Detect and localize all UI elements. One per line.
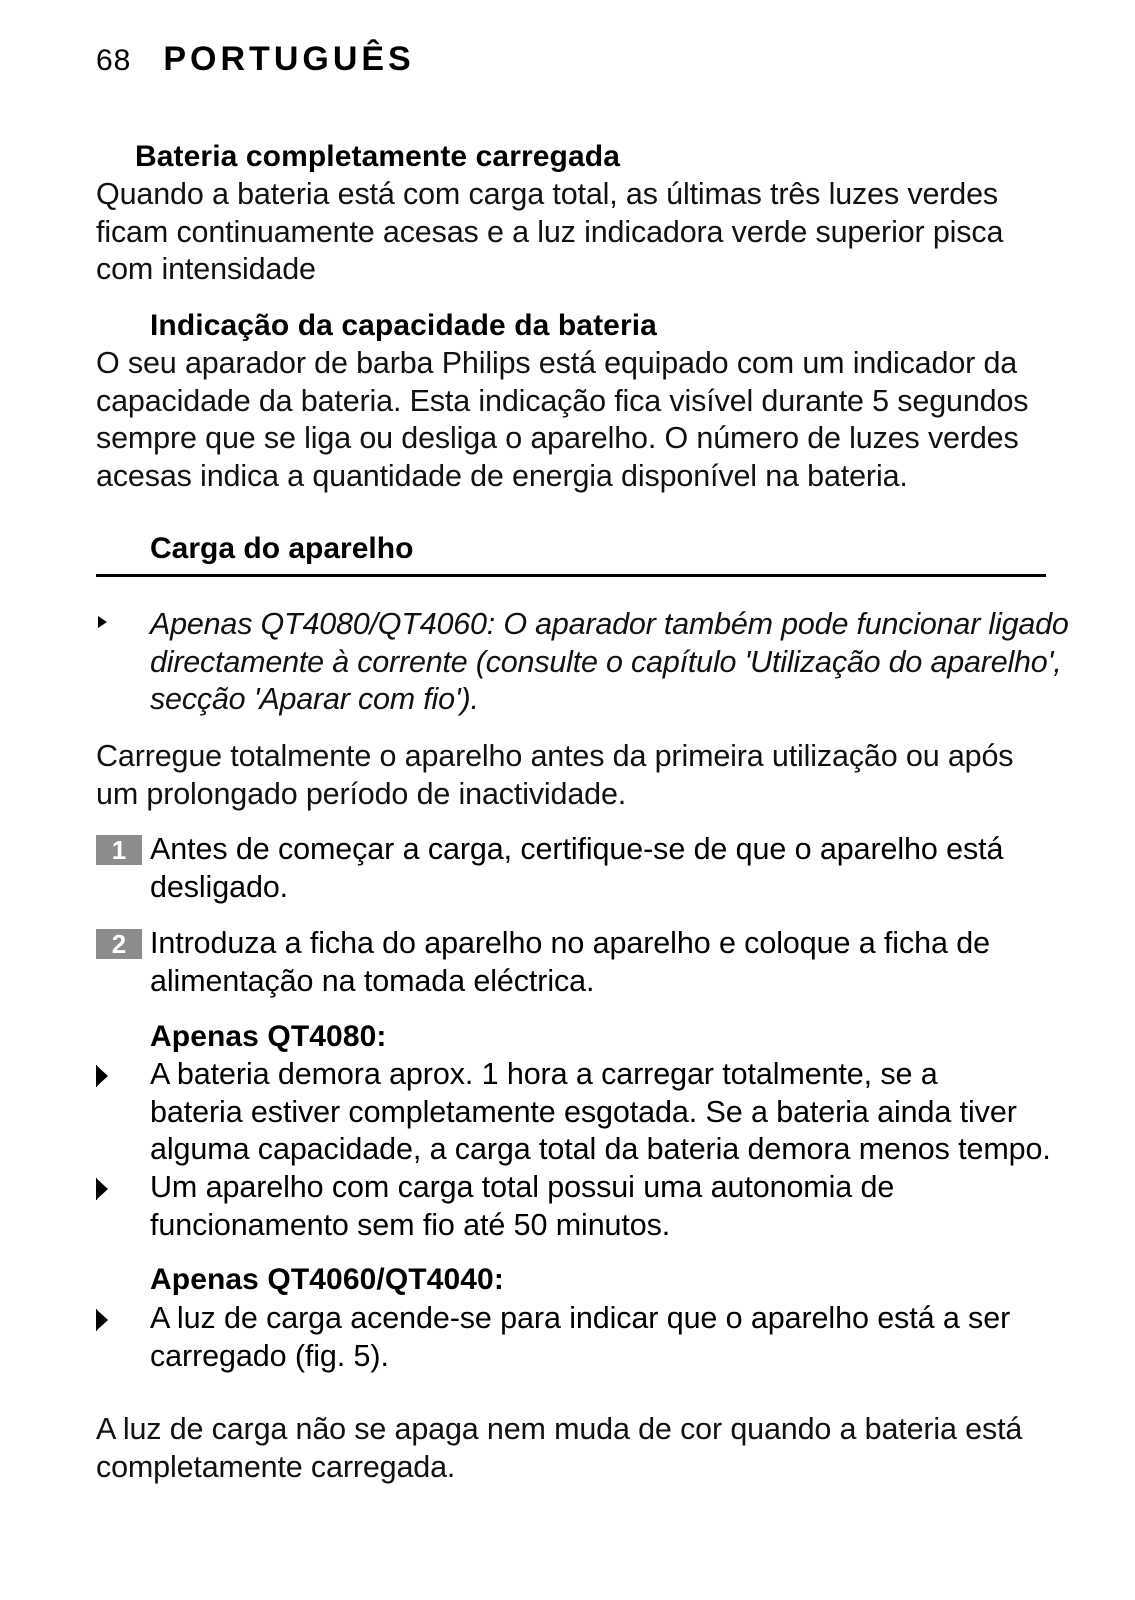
bullet-line: funcionamento sem fio até 50 minutos. [150,1207,671,1242]
note-line: directamente à corrente (consulte o capítulo 'Utilização do aparelho', [150,644,1062,679]
bullet-line: carregado (fig. 5). [150,1338,389,1373]
paragraph-line: sempre que se liga ou desliga o aparelho. O número de luzes verdes [96,421,1019,455]
paragraph-line: acesas indica a quantidade de energia disponível na bateria. [96,458,908,493]
bullet-line: A luz de carga acende-se para indicar que o aparelho está a ser [150,1301,1011,1335]
note-arrow-icon [98,616,107,628]
paragraph-line: completamente carregada. [96,1449,456,1484]
section-divider [96,574,1046,577]
qt4080-heading: Apenas QT4080: [150,1020,387,1053]
step-line: Introduza a ficha do aparelho no aparelho e coloque a ficha de [150,926,990,960]
step-line: Antes de começar a carga, certifique-se de que o aparelho está [150,832,1004,866]
page-header [96,40,415,90]
qt4060-bullet-1 [150,1300,1010,1375]
paragraph-line: com intensidade [96,252,316,286]
language-title: PORTUGUÊS [163,40,415,78]
page-number: 68 [96,44,132,77]
qt4080-bullet-2 [150,1169,894,1244]
bullet-line: Um aparelho com carga total possui uma autonomia de [150,1170,895,1204]
intro-paragraph [96,738,1013,813]
step-number-badge: 1 [96,835,142,865]
note-paragraph [150,606,1069,719]
bullet-icon [96,1309,108,1331]
step-text-1 [150,831,1003,906]
section-heading-charging: Carga do aparelho [150,532,414,565]
battery-capacity-heading: Indicação da capacidade da bateria [150,309,657,342]
closing-paragraph [96,1411,1022,1486]
paragraph-line: capacidade da bateria. Esta indicação fica visível durante 5 segundos [96,383,1029,418]
paragraph-line: Carregue totalmente o aparelho antes da primeira utilização ou após [96,739,1014,773]
bullet-line: bateria estiver completamente esgotada. Se a bateria ainda tiver [150,1094,1017,1129]
battery-full-heading: Bateria completamente carregada [135,140,620,173]
paragraph-line: A luz de carga não se apaga nem muda de cor quando a bateria está [96,1412,1023,1446]
paragraph-line: ficam continuamente acesas e a luz indicadora verde superior pisca [96,214,1004,249]
bullet-icon [96,1178,108,1200]
bullet-line: alguma capacidade, a carga total da bateria demora menos tempo. [150,1132,1051,1166]
bullet-line: A bateria demora aprox. 1 hora a carregar totalmente, se a [150,1057,938,1091]
paragraph-line: O seu aparador de barba Philips está equipado com um indicador da [96,346,1018,380]
paragraph-line: Quando a bateria está com carga total, as últimas três luzes verdes [96,177,999,211]
paragraph-line: um prolongado período de inactividade. [96,776,627,811]
battery-full-paragraph [96,176,1003,289]
qt4080-bullet-1 [150,1056,1051,1169]
note-line: Apenas QT4080/QT4060: O aparador também pode funcionar ligado [150,607,1069,641]
step-line: alimentação na tomada eléctrica. [150,963,595,998]
bullet-icon [96,1065,108,1087]
step-number-badge: 2 [96,929,142,959]
note-line: secção 'Aparar com fio'). [150,682,479,716]
step-line: desligado. [150,869,289,904]
step-text-2 [150,925,990,1000]
qt4060-heading: Apenas QT4060/QT4040: [150,1263,504,1296]
battery-capacity-paragraph [96,345,1028,495]
